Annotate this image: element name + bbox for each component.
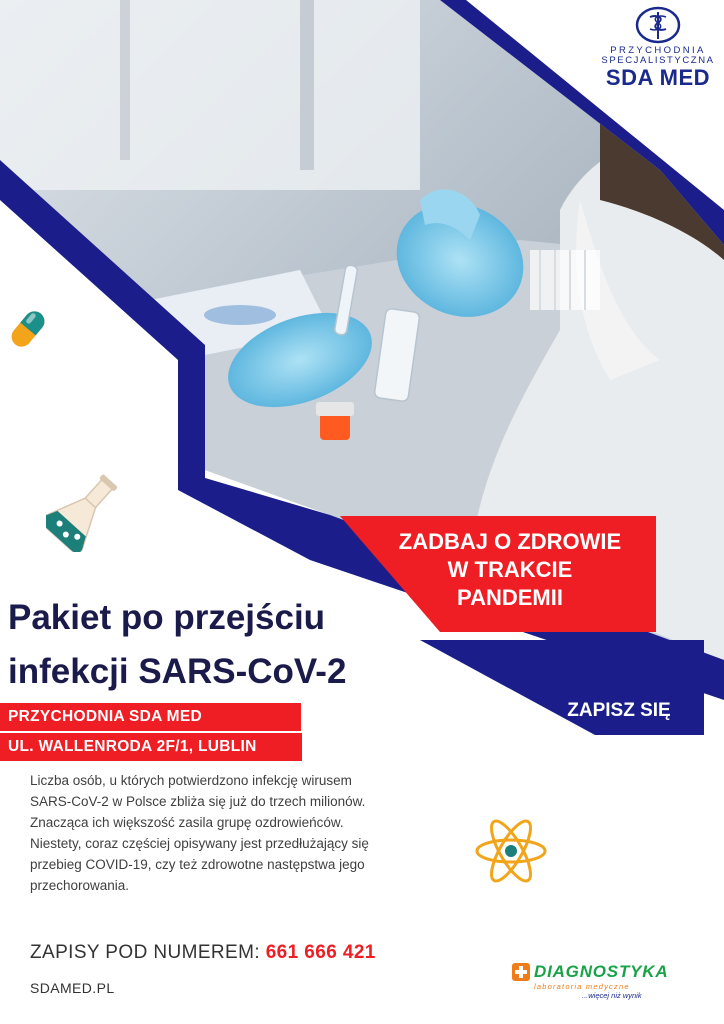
slogan-line: ZADBAJ O ZDROWIE (398, 529, 622, 554)
lab-flask-icon (46, 470, 120, 552)
page-title (8, 591, 438, 699)
address-line-clinic: PRZYCHODNIA SDA MED (0, 703, 301, 731)
signup-button[interactable]: ZAPISZ SIĘ (567, 700, 671, 721)
title-line: infekcji SARS-CoV-2 (8, 652, 347, 691)
partner-name: DIAGNOSTYKA (534, 962, 669, 981)
caduceus-circle-icon (635, 6, 681, 44)
partner-tagline: ...więcej niż wynik (582, 991, 642, 1000)
phone-number-link[interactable]: 661 666 421 (265, 942, 376, 963)
partner-subtitle: laboratoria medyczne (534, 982, 630, 991)
slogan-line: W TRAKCIE (447, 557, 573, 582)
address-block (0, 703, 302, 761)
atom-icon (474, 818, 548, 884)
medical-cross-icon (512, 963, 530, 981)
slogan-line: PANDEMII (457, 585, 563, 610)
clinic-logo (596, 6, 720, 90)
logo-text-line1: PRZYCHODNIA (610, 45, 706, 56)
description-paragraph: Liczba osób, u których potwierdzono infekcję wirusem SARS-CoV-2 w Polsce zbliża się już do trzech milionów. Znacząca ich większość zasila grupę ozdrowieńców. Niestety, coraz częściej opisywany jest przedłużający się przebieg COVID-19, czy też zdrowotne następstwa jego przechorowania. (30, 773, 369, 893)
logo-text-line3: SDA MED (605, 65, 711, 90)
phone-row (30, 942, 376, 964)
logo-text-line2: SPECJALISTYCZNA (601, 55, 715, 66)
pill-capsule-icon (8, 307, 48, 351)
title-line: Pakiet po przejściu (8, 598, 326, 637)
website-link[interactable]: SDAMED.PL (30, 980, 115, 996)
phone-label: ZAPISY POD NUMEREM: (30, 942, 261, 963)
address-line-street: UL. WALLENRODA 2F/1, LUBLIN (0, 733, 302, 761)
partner-logo (512, 962, 690, 1000)
